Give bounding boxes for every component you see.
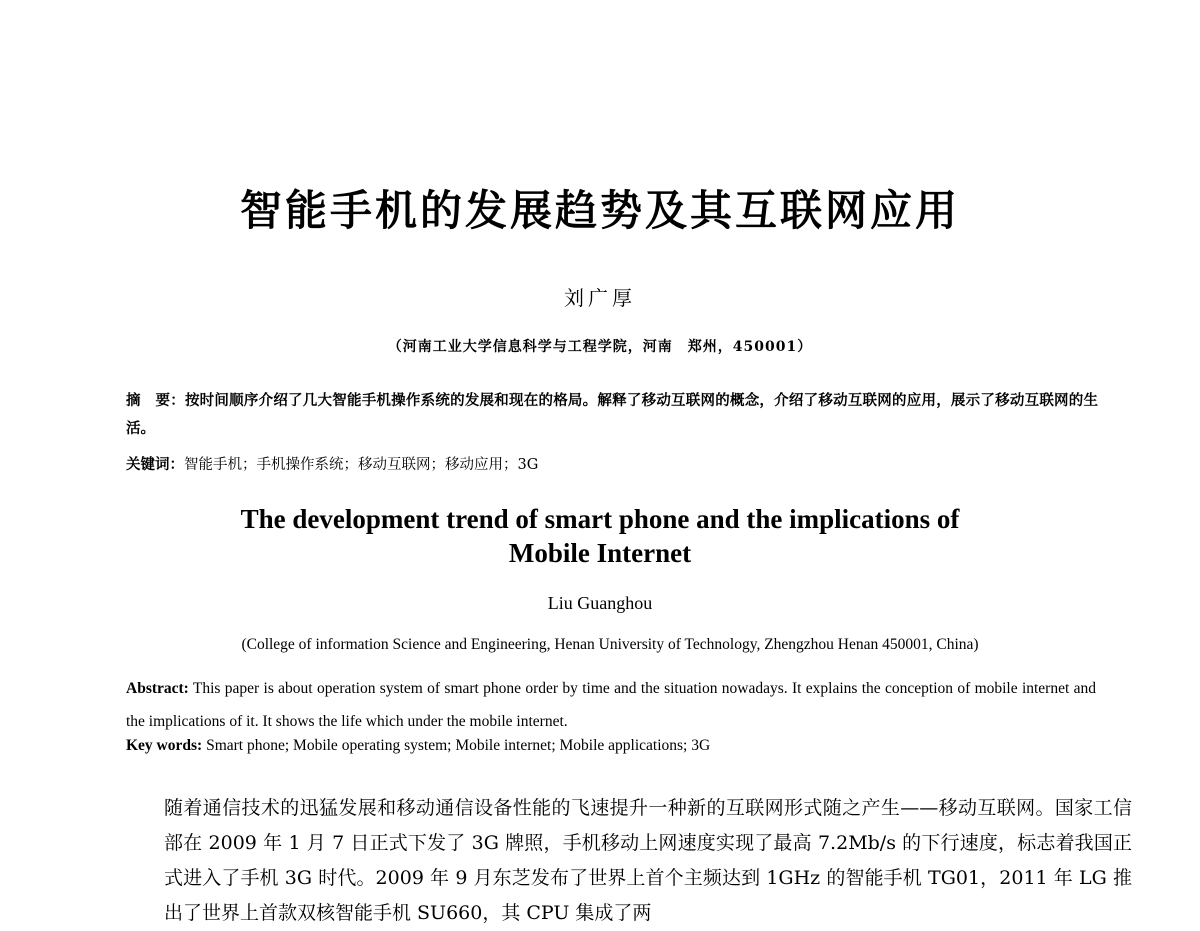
- chinese-keywords-text: 智能手机；手机操作系统；移动互联网；移动应用；3G: [184, 457, 539, 473]
- english-title-line1: The development trend of smart phone and the implications of: [240, 504, 960, 534]
- english-keywords-label: Key words:: [126, 737, 203, 754]
- chinese-abstract: [126, 387, 1098, 443]
- english-abstract: [126, 672, 1096, 738]
- body-paragraph: 随着通信技术的迅猛发展和移动通信设备性能的飞速提升一种新的互联网形式随之产生——移动互联网。国家工信部在 2009 年 1 月 7 日正式下发了 3G 牌照，手机移动上网速度实现了最高 7.2Mb/s 的下行速度，标志着我国正式进入了手机 3G 时代。2009 年 9 月东芝发布了世界上首个主频达到 1GHz 的智能手机 TG01，2011 年 LG 推出了世界上首款双核智能手机 SU660，其 CPU 集成了两: [164, 797, 1132, 924]
- english-affiliation: (College of information Science and Engineering, Henan University of Technology, Zhengzhou Henan 450001, China): [241, 636, 979, 653]
- chinese-title: 智能手机的发展趋势及其互联网应用: [239, 186, 960, 235]
- chinese-keywords-label: 关键词：: [126, 456, 184, 473]
- english-author: Liu Guanghou: [547, 593, 653, 613]
- english-title: [0, 502, 1200, 570]
- english-title-line2: Mobile Internet: [508, 538, 692, 568]
- english-keywords: [126, 737, 710, 755]
- chinese-affiliation: （河南工业大学信息科学与工程学院，河南 郑州，450001）: [387, 339, 813, 355]
- chinese-author: 刘广厚: [564, 286, 636, 310]
- english-keywords-text: Smart phone; Mobile operating system; Mobile internet; Mobile applications; 3G: [206, 737, 711, 754]
- english-abstract-label: Abstract:: [126, 680, 189, 697]
- english-abstract-text: This paper is about operation system of smart phone order by time and the situation nowadays. It explains the conception of mobile internet and the implications of it. It shows the life which under the mobile internet.: [126, 680, 1096, 730]
- chinese-abstract-text: 按时间顺序介绍了几大智能手机操作系统的发展和现在的格局。解释了移动互联网的概念，介绍了移动互联网的应用，展示了移动互联网的生活。: [126, 392, 1099, 437]
- chinese-keywords: [126, 453, 538, 474]
- chinese-abstract-label: 摘 要：: [126, 392, 185, 409]
